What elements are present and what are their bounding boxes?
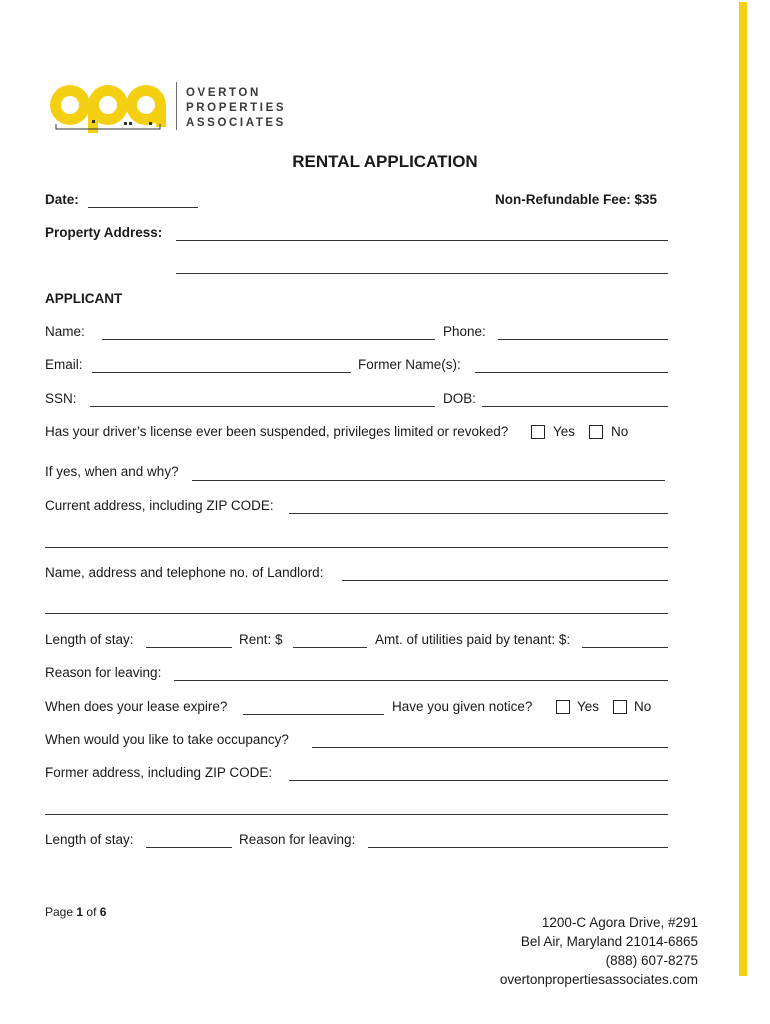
if-yes-label: If yes, when and why? xyxy=(45,464,179,479)
landlord-label: Name, address and telephone no. of Landlord: xyxy=(45,565,324,580)
ssn-label: SSN: xyxy=(45,391,77,406)
yellow-side-bar xyxy=(739,2,747,976)
notice-yes-checkbox[interactable] xyxy=(556,700,570,714)
notice-yes-label: Yes xyxy=(577,699,600,714)
page-of: of xyxy=(86,905,97,919)
applicant-section-title: APPLICANT xyxy=(45,291,123,306)
length-of-stay-field[interactable] xyxy=(146,647,232,648)
former-address-label: Former address, including ZIP CODE: xyxy=(45,765,273,780)
rent-label: Rent: $ xyxy=(239,632,283,647)
license-yes-checkbox[interactable] xyxy=(531,425,545,439)
company-address xyxy=(500,913,698,989)
brand-line-2: PROPERTIES xyxy=(186,102,287,114)
brand-divider xyxy=(176,82,177,130)
license-no-checkbox[interactable] xyxy=(589,425,603,439)
property-address-field[interactable] xyxy=(176,240,668,241)
page-current: 1 xyxy=(76,905,84,919)
company-website[interactable]: overtonpropertiesassociates.com xyxy=(499,972,698,987)
former-reason-label: Reason for leaving: xyxy=(239,832,356,847)
name-field[interactable] xyxy=(102,339,435,340)
former-address-field-2[interactable] xyxy=(45,814,668,815)
former-address-field[interactable] xyxy=(289,780,668,781)
rent-field[interactable] xyxy=(293,647,367,648)
notice-label: Have you given notice? xyxy=(392,699,533,714)
license-yes-label: Yes xyxy=(553,424,576,439)
former-names-field[interactable] xyxy=(475,372,668,373)
date-label: Date: xyxy=(45,192,79,207)
current-address-field[interactable] xyxy=(289,513,668,514)
email-label: Email: xyxy=(45,357,83,372)
former-length-label: Length of stay: xyxy=(45,832,134,847)
former-length-field[interactable] xyxy=(146,847,232,848)
notice-no-label: No xyxy=(634,699,652,714)
license-question: Has your driver’s license ever been suspended, privileges limited or revoked? xyxy=(45,424,509,439)
brand-line-1: OVERTON xyxy=(186,87,261,99)
landlord-field[interactable] xyxy=(342,580,668,581)
dob-label: DOB: xyxy=(443,391,477,406)
utilities-field[interactable] xyxy=(582,647,668,648)
dob-field[interactable] xyxy=(482,406,668,407)
phone-field[interactable] xyxy=(498,339,668,340)
date-field[interactable] xyxy=(88,207,198,208)
lease-expire-field[interactable] xyxy=(243,714,384,715)
phone-label: Phone: xyxy=(443,324,486,339)
property-address-field-2[interactable] xyxy=(176,273,668,274)
name-label: Name: xyxy=(45,324,85,339)
current-address-field-2[interactable] xyxy=(45,547,668,548)
reason-leaving-field[interactable] xyxy=(174,680,668,681)
email-field[interactable] xyxy=(92,372,351,373)
utilities-label: Amt. of utilities paid by tenant: $: xyxy=(375,632,571,647)
brand-line-3: ASSOCIATES xyxy=(186,117,286,129)
brand-name xyxy=(186,86,286,131)
page-title: RENTAL APPLICATION xyxy=(292,152,478,171)
address-line-1: 1200-C Agora Drive, #291 xyxy=(541,915,698,930)
occupancy-label: When would you like to take occupancy? xyxy=(45,732,289,747)
opa-logo xyxy=(48,82,168,137)
notice-no-checkbox[interactable] xyxy=(613,700,627,714)
page-prefix: Page xyxy=(45,905,74,919)
landlord-field-2[interactable] xyxy=(45,613,668,614)
property-address-label: Property Address: xyxy=(45,225,163,240)
former-reason-field[interactable] xyxy=(368,847,668,848)
current-address-label: Current address, including ZIP CODE: xyxy=(45,498,274,513)
company-phone: (888) 607-8275 xyxy=(605,953,698,968)
lease-expire-label: When does your lease expire? xyxy=(45,699,228,714)
fee-label: Non-Refundable Fee: $35 xyxy=(495,192,658,207)
ssn-field[interactable] xyxy=(90,406,435,407)
page-number xyxy=(45,905,106,919)
license-no-label: No xyxy=(611,424,629,439)
reason-leaving-label: Reason for leaving: xyxy=(45,665,162,680)
former-names-label: Former Name(s): xyxy=(358,357,461,372)
address-line-2: Bel Air, Maryland 21014-6865 xyxy=(520,934,698,949)
length-of-stay-label: Length of stay: xyxy=(45,632,134,647)
if-yes-field[interactable] xyxy=(192,480,665,481)
occupancy-field[interactable] xyxy=(312,747,668,748)
page-total: 6 xyxy=(99,905,107,919)
